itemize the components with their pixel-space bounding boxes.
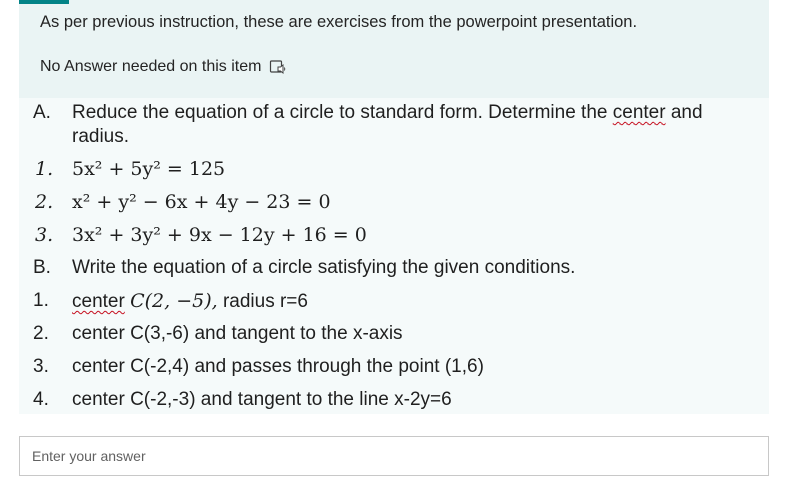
condition-3: center C(-2,4) and passes through the point (1,6) — [72, 356, 484, 377]
instruction-text: As per previous instruction, these are exercises from the powerpoint presentation. — [40, 13, 638, 31]
condition-1 — [72, 290, 308, 313]
answer-input[interactable] — [19, 436, 769, 476]
no-answer-text: No Answer needed on this item — [40, 58, 262, 75]
equation-1-number: 1. — [35, 158, 54, 180]
condition-4: center C(-2,-3) and tangent to the line x-2y=6 — [72, 389, 452, 410]
condition-2-number: 2. — [33, 323, 49, 344]
part-a-label: A. — [33, 102, 51, 123]
condition-1-radius: radius r=6 — [222, 291, 308, 312]
part-a-text-2: and — [665, 102, 703, 123]
question-image — [19, 98, 769, 414]
equation-3: 3x² + 3y² + 9x − 12y + 16 = 0 — [72, 224, 367, 246]
condition-2: center C(3,-6) and tangent to the x-axis — [72, 323, 403, 344]
condition-1-number: 1. — [33, 290, 49, 311]
immersive-reader-icon[interactable] — [269, 58, 287, 76]
condition-1-center-word: center — [72, 291, 125, 312]
condition-4-number: 4. — [33, 389, 49, 410]
equation-3-number: 3. — [35, 224, 54, 246]
condition-3-number: 3. — [33, 356, 49, 377]
part-b-label: B. — [33, 257, 51, 278]
part-a-text-3: radius. — [72, 126, 130, 147]
equation-1: 5x² + 5y² = 125 — [72, 158, 226, 180]
equation-2-number: 2. — [35, 191, 54, 213]
part-a-center-word: center — [612, 102, 666, 123]
equation-2: x² + y² − 6x + 4y − 23 = 0 — [72, 191, 331, 213]
part-a-text-1: Reduce the equation of a circle to standard form. Determine the — [72, 102, 613, 123]
part-b-text: Write the equation of a circle satisfying the given conditions. — [72, 257, 576, 278]
part-a-text — [72, 102, 703, 124]
condition-1-point: C(2, −5), — [130, 290, 218, 312]
accent-tab — [19, 0, 69, 4]
no-answer-note — [40, 58, 287, 76]
